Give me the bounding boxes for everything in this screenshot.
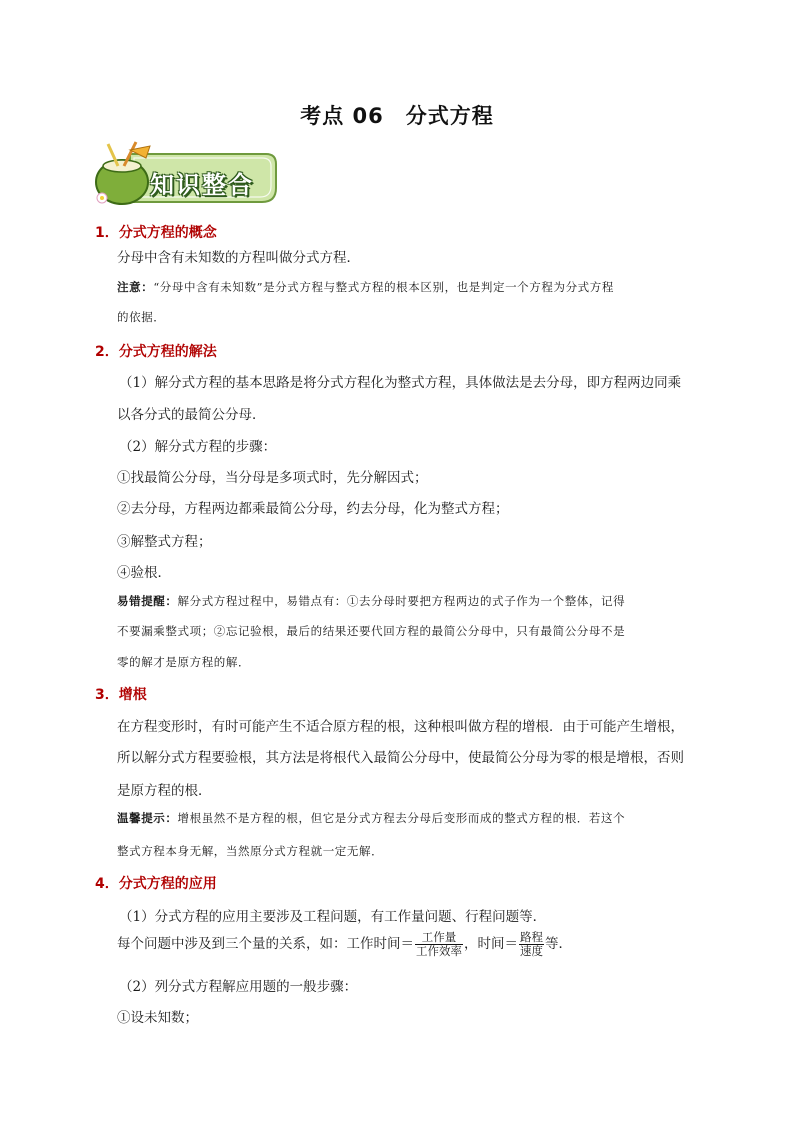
s2-step1: ①找最简公分母，当分母是多项式时，先分解因式； [117, 470, 428, 486]
frac1-numerator: 工作量 [415, 931, 463, 945]
fraction-work-time [415, 931, 463, 958]
section-heading-3: 3．增根 [95, 687, 147, 703]
s1-note-text1: “分母中含有未知数”是分式方程与整式方程的根本区别，也是判定一个方程为分式方程 [153, 280, 614, 294]
s2-tip-line3: 零的解才是原方程的解． [117, 655, 251, 669]
s2-tip-line2: 不要漏乘整式项；②忘记验根，最后的结果还要代回方程的最简公分母中，只有最简公分母不是 [117, 624, 626, 638]
s4-rel-mid: ，时间＝ [464, 936, 518, 952]
section-badge [90, 140, 280, 210]
s3-tip-label: 温馨提示： [117, 811, 178, 825]
frac2-denominator: 速度 [520, 944, 543, 958]
s3-line2: 所以解分式方程要验根，其方法是将根代入最简公分母中，使最简公分母为零的根是增根，否则 [117, 750, 684, 766]
s2-tip-line1 [117, 593, 625, 609]
s3-tip-line2: 整式方程本身无解，当然原分式方程就一定无解． [117, 844, 384, 858]
s3-tip-text1: 增根虽然不是方程的根，但它是分式方程去分母后变形而成的整式方程的根．若这个 [177, 811, 626, 825]
section-heading-1: 1．分式方程的概念 [95, 225, 217, 241]
s2-tip-text1: 解分式方程过程中，易错点有：①去分母时要把方程两边的式子作为一个整体，记得 [177, 594, 626, 608]
s4-rel-prefix: 每个问题中涉及到三个量的关系，如：工作时间＝ [117, 936, 414, 952]
s1-note-label: 注意： [117, 280, 154, 294]
badge-label: 知识整合 [150, 171, 254, 199]
title-main: 分式方程 [405, 104, 494, 128]
frac1-denominator: 工作效率 [416, 944, 462, 958]
frac2-numerator: 路程 [520, 930, 543, 944]
s4-p2: （2）列分式方程解应用题的一般步骤： [119, 979, 358, 995]
s2-p1-line2: 以各分式的最简公分母． [117, 407, 266, 423]
s2-step2: ②去分母，方程两边都乘最简公分母，约去分母，化为整式方程； [117, 501, 509, 517]
s2-tip-label: 易错提醒： [117, 594, 178, 608]
s4-step1: ①设未知数； [117, 1010, 198, 1026]
section-heading-4: 4．分式方程的应用 [95, 876, 217, 892]
s2-p1-line1: （1）解分式方程的基本思路是将分式方程化为整式方程，具体做法是去分母，即方程两边同乘 [119, 375, 682, 391]
s3-line1: 在方程变形时，有时可能产生不适合原方程的根，这种根叫做方程的增根．由于可能产生增根， [117, 719, 684, 735]
s2-p2: （2）解分式方程的步骤： [119, 439, 277, 455]
s1-note-line1 [117, 279, 614, 295]
s4-rel-suffix: 等． [545, 936, 572, 952]
s3-line3: 是原方程的根． [117, 783, 212, 799]
s3-tip-line1 [117, 810, 625, 826]
title-prefix: 考点 06 [300, 104, 384, 128]
section-heading-2: 2．分式方程的解法 [95, 344, 217, 360]
s4-p1: （1）分式方程的应用主要涉及工程问题，有工作量问题、行程问题等． [119, 909, 547, 925]
s2-step4: ④验根． [117, 565, 171, 581]
s1-note-line2: 的依据． [117, 310, 166, 324]
s1-line1: 分母中含有未知数的方程叫做分式方程． [117, 250, 360, 266]
fraction-time [519, 931, 544, 958]
s2-step3: ③解整式方程； [117, 534, 212, 550]
s4-relation [117, 931, 572, 958]
page-title [0, 100, 794, 130]
